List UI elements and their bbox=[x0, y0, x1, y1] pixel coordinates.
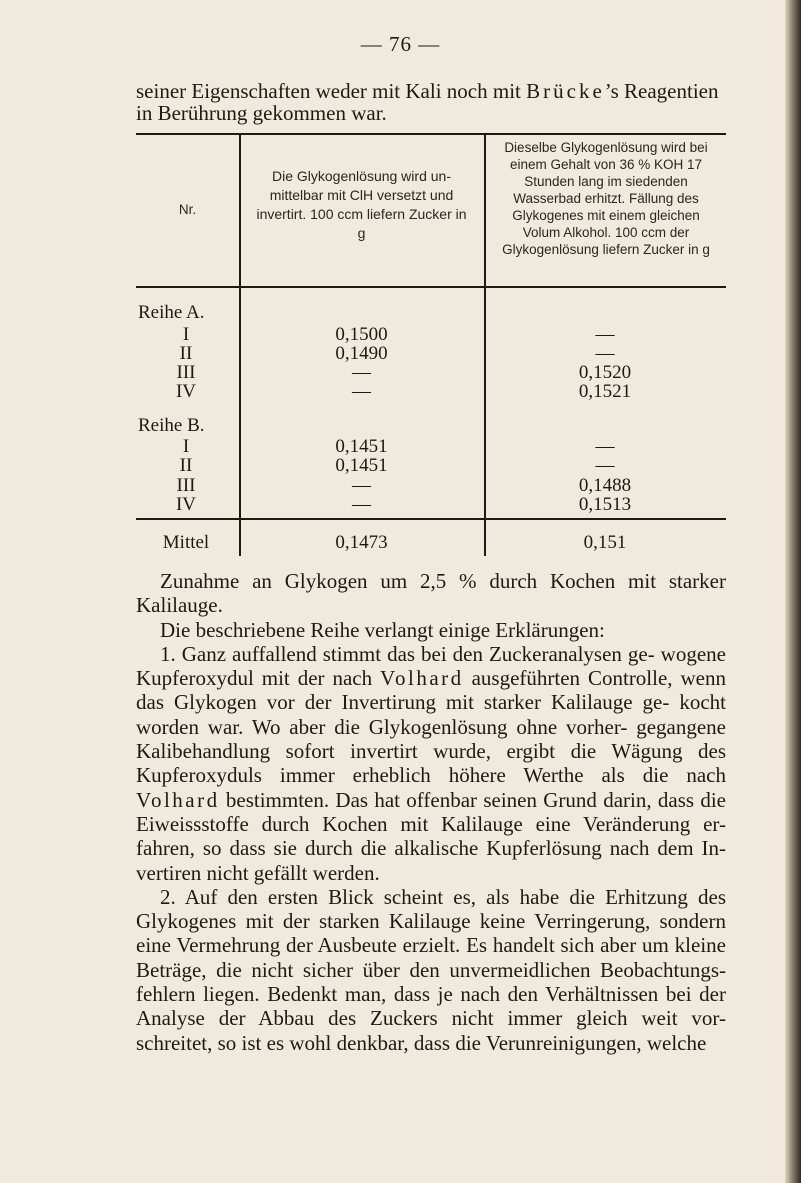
row-a1-nr: I bbox=[182, 324, 190, 345]
intro-text-2: ’s Reagentien in Berührung gekommen war. bbox=[136, 79, 719, 125]
header-direct-inversion: Die Glykogenlösung wird un- mittelbar mit ClH versetzt und invertirt. 100 ccm liefern Zucker in g bbox=[256, 168, 467, 241]
paragraph-explanations: Die beschriebene Reihe verlangt einige Erklärungen: bbox=[160, 617, 605, 642]
row-b3-col1: — bbox=[352, 475, 371, 496]
row-a3-nr: III bbox=[176, 362, 196, 383]
header-bottom-rule bbox=[136, 286, 726, 288]
results-table bbox=[136, 133, 726, 556]
intro-text-1: seiner Eigenschaften weder mit Kali noch mit bbox=[136, 79, 527, 103]
point-1-text-c: bestimmten. Das hat offenbar seinen Grund darin, dass die Eiweissstoffe durch Kochen mit Kalilauge eine Veränderung er- fahren, so dass sie durch die alkalische Kupferlösung nach dem In- vertiren nicht gefällt werden. bbox=[136, 787, 726, 885]
row-b2-col2: — bbox=[595, 455, 615, 476]
paragraph-point-2: 2. Auf den ersten Blick scheint es, als habe die Erhitzung des Glykogenes mit der starken Kalilauge keine Verringerung, sondern eine Vermehrung der Ausbeute erzielt. Es handelt sich aber um kleine Beträge, die nicht sicher über den unvermeidlichen Beobachtungs- fehlern liegen. Bedenkt man, dass je nach den Verhältnissen bei der Analyse der Abbau des Zuckers nicht immer gleich weit vor- schreitet, so ist es wohl denkbar, dass die Verunreinigungen, welche bbox=[136, 884, 726, 1055]
row-b4-col1: — bbox=[352, 494, 371, 515]
row-b2-col1: 0,1451 bbox=[335, 455, 388, 476]
row-b1-col2: — bbox=[595, 436, 615, 457]
row-a1-col2: — bbox=[595, 324, 615, 345]
page-number: — 76 — bbox=[360, 32, 441, 56]
body-bottom-rule bbox=[136, 518, 726, 520]
row-b2-nr: II bbox=[179, 455, 193, 476]
row-a4-col2: 0,1521 bbox=[578, 381, 632, 402]
point-1-text-b: ausgeführten Controlle, wenn das Glykogen vor der Invertirung mit starker Kalilauge ge- kocht worden war. Wo aber die Glykogenlösung ohne vorher- gegangene Kalibehandlung sofort invertirt wurde, ergibt die Wägung des Kupferoxyduls immer erheblich höhere Werthe als die nach bbox=[136, 666, 726, 788]
table-top-rule bbox=[136, 133, 726, 135]
header-koh-treatment: Dieselbe Glykogenlösung wird bei einem Gehalt von 36 % KOH 17 Stunden lang im siedenden Wasserbad erhitzt. Fällung des Glykogenes mit einem gleichen Volum Alkohol. 100 ccm der Glykogenlösung liefern Zucker in g bbox=[502, 140, 710, 257]
mean-label: Mittel bbox=[162, 532, 210, 553]
row-a1-col1: 0,1500 bbox=[335, 324, 388, 345]
mean-col2: 0,151 bbox=[583, 532, 627, 553]
row-a3-col2: 0,1520 bbox=[578, 362, 632, 383]
mean-col1: 0,1473 bbox=[335, 532, 388, 553]
author-name: Brücke bbox=[526, 79, 605, 103]
volhard-name-2: Volhard bbox=[136, 787, 220, 812]
row-a2-col2: — bbox=[595, 343, 615, 364]
body-text bbox=[136, 569, 726, 1055]
row-b4-col2: 0,1513 bbox=[578, 494, 632, 515]
volhard-name-1: Volhard bbox=[380, 666, 464, 691]
paragraph-glycogen-increase: Zunahme an Glykogen um 2,5 % durch Kochen mit starker Kalilauge. bbox=[136, 569, 726, 618]
row-a2-nr: II bbox=[179, 343, 193, 364]
row-b3-col2: 0,1488 bbox=[578, 475, 632, 496]
row-b1-col1: 0,1451 bbox=[335, 436, 388, 457]
row-a3-col1: — bbox=[352, 362, 371, 383]
page-edge-shadow bbox=[785, 0, 801, 1183]
header-nr: Nr. bbox=[178, 202, 197, 217]
row-a4-nr: IV bbox=[175, 381, 197, 402]
row-a2-col1: 0,1490 bbox=[335, 343, 388, 364]
point-1-text-a: 1. Ganz auffallend stimmt das bei den Zuckeranalysen ge- wogene Kupferoxydul mit der nach bbox=[136, 641, 726, 691]
group-label-a: Reihe A. bbox=[138, 302, 205, 323]
row-b4-nr: IV bbox=[175, 494, 197, 515]
row-b3-nr: III bbox=[176, 475, 196, 496]
intro-paragraph bbox=[136, 80, 726, 124]
row-b1-nr: I bbox=[182, 436, 190, 457]
paragraph-point-1 bbox=[136, 642, 726, 885]
group-label-b: Reihe B. bbox=[138, 415, 205, 436]
row-a4-col1: — bbox=[352, 381, 371, 402]
